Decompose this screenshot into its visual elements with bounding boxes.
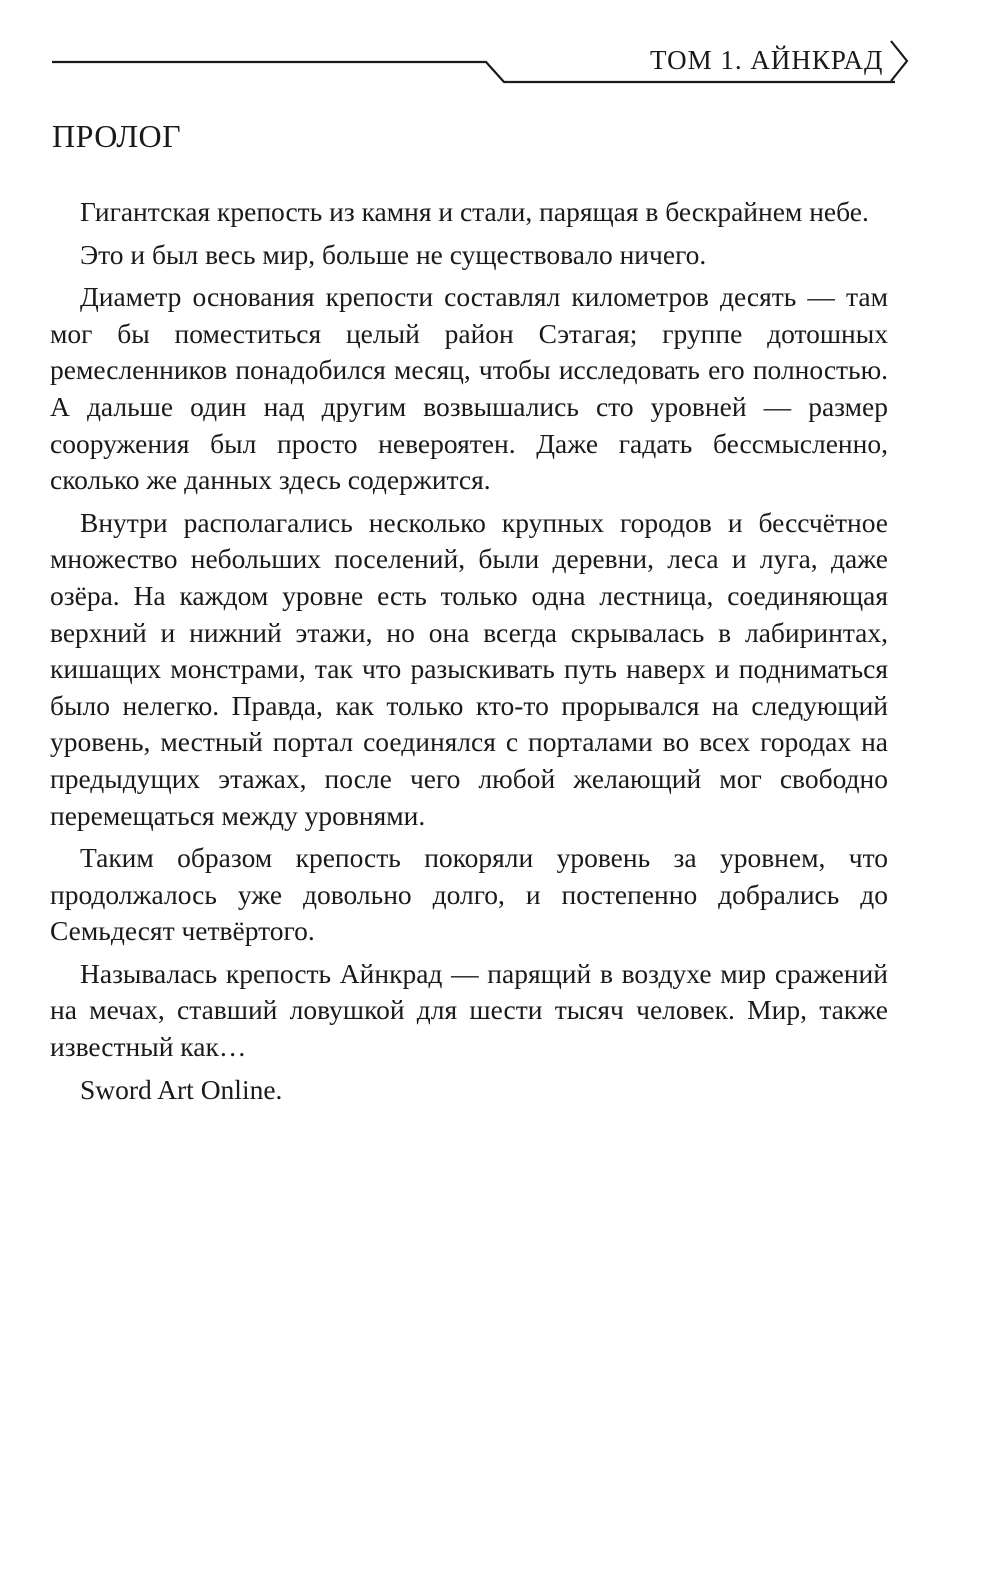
chapter-title: ПРОЛОГ xyxy=(52,118,182,154)
paragraph: Гигантская крепость из камня и стали, парящая в бескрайнем небе. xyxy=(80,196,869,227)
paragraph: Называлась крепость Айнкрад — парящий в воздухе мир сражений на мечах, ставший ловушкой для шести тысяч человек. Мир, также известный как… xyxy=(50,957,888,1063)
paragraph: Это и был весь мир, больше не существовало ничего. xyxy=(80,238,707,270)
paragraph: Таким образом крепость покоряли уровень за уровнем, что продолжалось уже довольно долго, и постепенно добрались до Семьдесят четвёртого. xyxy=(50,842,888,947)
paragraph: Внутри располагались несколько крупных городов и бессчётное множество небольших поселений, были деревни, леса и луга, даже озёра. На каждом уровне есть только одна лестница, соединяющая верхний и нижний этажи, но она всегда скрывалась в лабиринтах, кишащих монстрами, так что разыскивать путь наверх и подниматься было нелегко. Правда, как только кто-то прорывался на следующий уровень, местный портал соединялся с порталами во всех городах на предыдущих этажах, после чего любой желающий мог свободно перемещаться между уровнями. xyxy=(50,506,888,831)
page-header xyxy=(0,0,1000,100)
paragraph-title-line: Sword Art Online. xyxy=(80,1073,283,1105)
running-head: ТОМ 1. АЙНКРАД xyxy=(650,45,884,75)
paragraph: Диаметр основания крепости составлял километров десять — там мог бы поместиться целый район Сэтагая; группе дотошных ремесленников понадобился месяц, чтобы исследовать его полностью. А дальше один над другим возвышались сто уровней — размер сооружения был просто невероятен. Даже гадать бессмысленно, сколько же данных здесь содержится. xyxy=(50,281,888,496)
body-text xyxy=(50,194,888,1108)
